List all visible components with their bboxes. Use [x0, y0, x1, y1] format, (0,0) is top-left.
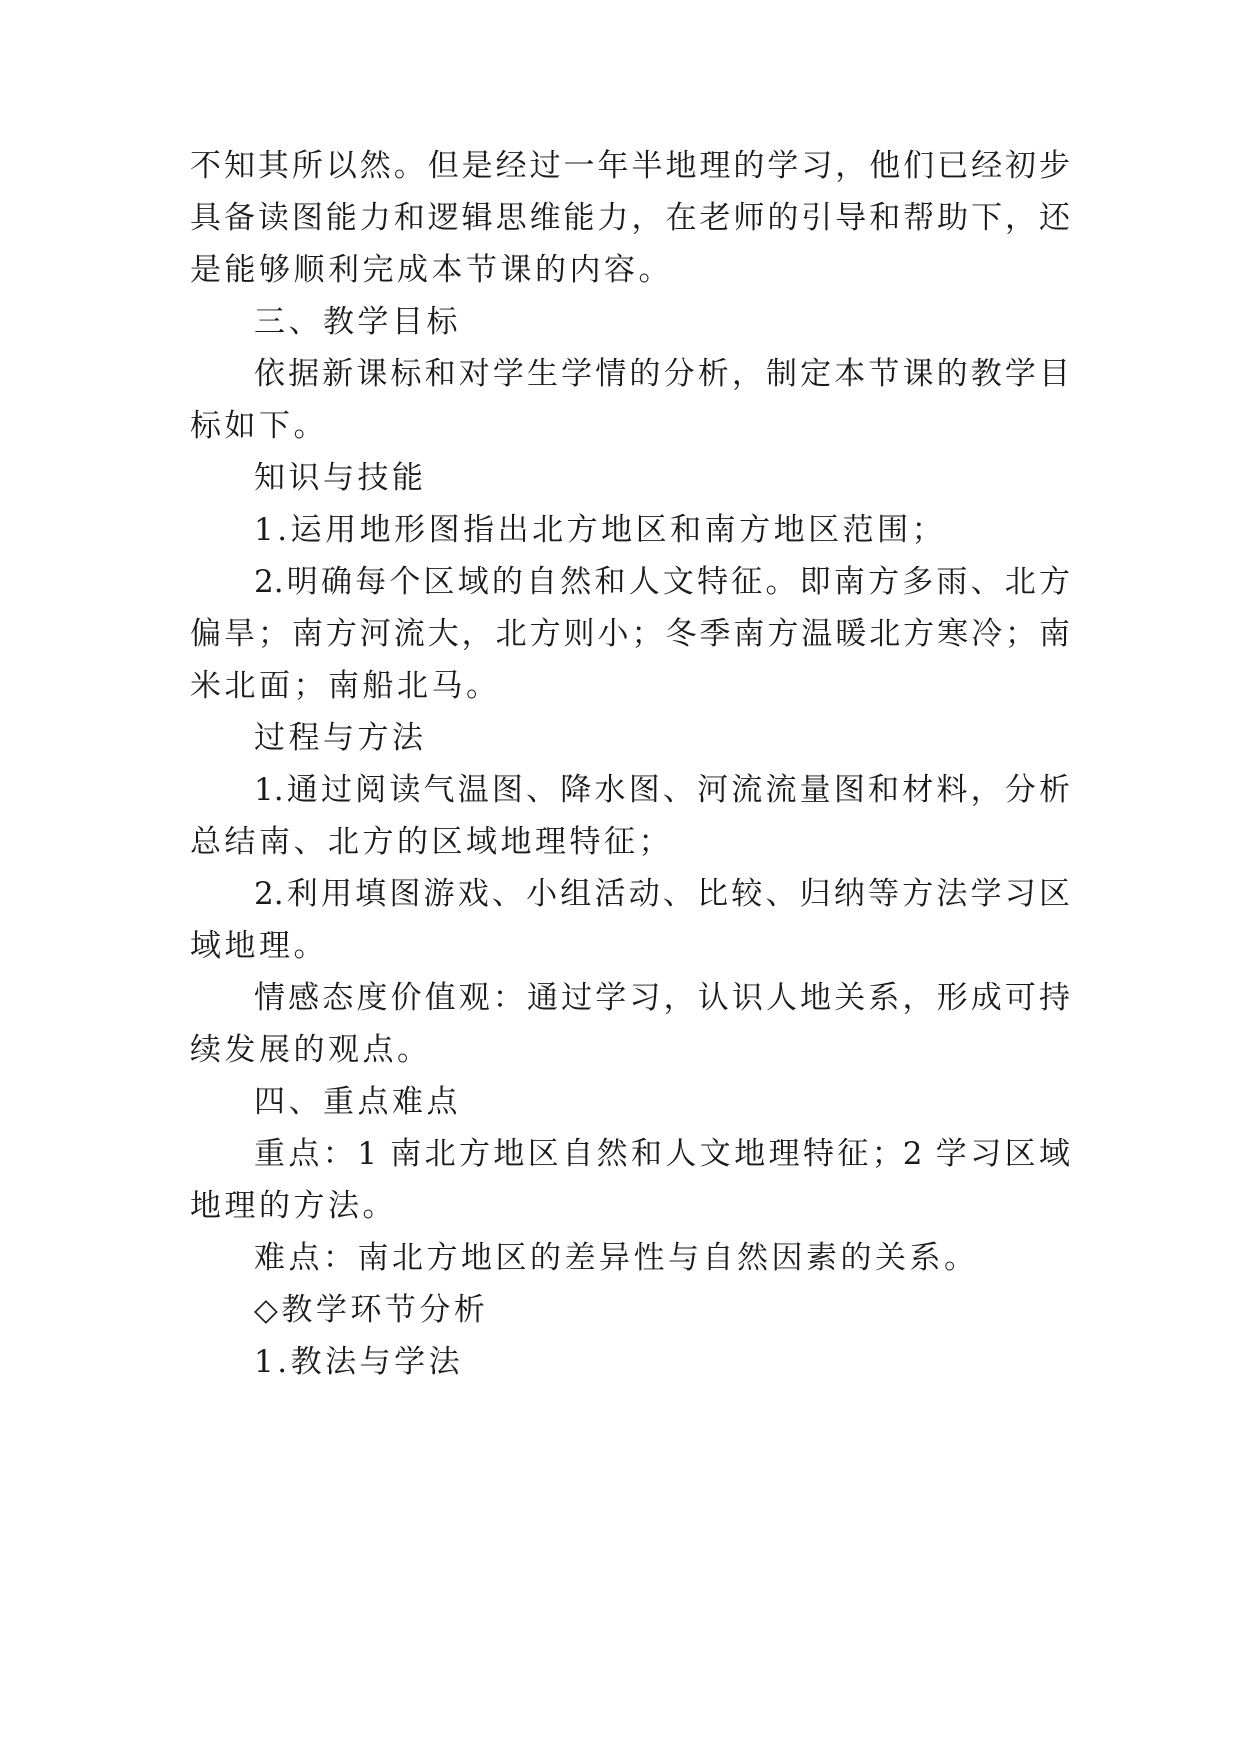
paragraph-line: 总结南、北方的区域地理特征；: [190, 824, 673, 860]
section-heading: 四、重点难点: [254, 1084, 461, 1120]
list-item: 1.通过阅读气温图、降水图、河流流量图和材料，分析: [254, 772, 1070, 808]
paragraph-line: 重点：1 南北方地区自然和人文地理特征；2 学习区域: [254, 1136, 1070, 1172]
list-item: 1.运用地形图指出北方地区和南方地区范围；: [254, 512, 947, 548]
list-item: 2.明确每个区域的自然和人文特征。即南方多雨、北方: [254, 564, 1070, 600]
paragraph-line: 不知其所以然。但是经过一年半地理的学习，他们已经初步: [190, 148, 1070, 184]
paragraph-line: 难点：南北方地区的差异性与自然因素的关系。: [254, 1240, 979, 1276]
paragraph-line: 米北面；南船北马。: [190, 668, 501, 704]
subsection-heading: 1.教法与学法: [254, 1344, 464, 1380]
paragraph-line: 地理的方法。: [190, 1188, 397, 1224]
paragraph-line: 域地理。: [190, 928, 328, 964]
paragraph-line: 依据新课标和对学生学情的分析，制定本节课的教学目: [254, 356, 1070, 392]
paragraph-line: 情感态度价值观：通过学习，认识人地关系，形成可持: [254, 980, 1070, 1016]
subsection-heading: 过程与方法: [254, 720, 427, 756]
paragraph-line: 标如下。: [190, 408, 328, 444]
list-item: 2.利用填图游戏、小组活动、比较、归纳等方法学习区: [254, 876, 1070, 912]
paragraph-line: 偏旱；南方河流大，北方则小；冬季南方温暖北方寒冷；南: [190, 616, 1070, 652]
section-heading: 三、教学目标: [254, 304, 461, 340]
section-heading: ◇教学环节分析: [254, 1292, 489, 1328]
paragraph-line: 具备读图能力和逻辑思维能力，在老师的引导和帮助下，还: [190, 200, 1070, 236]
paragraph-line: 是能够顺利完成本节课的内容。: [190, 252, 673, 288]
subsection-heading: 知识与技能: [254, 460, 427, 496]
paragraph-line: 续发展的观点。: [190, 1032, 432, 1068]
